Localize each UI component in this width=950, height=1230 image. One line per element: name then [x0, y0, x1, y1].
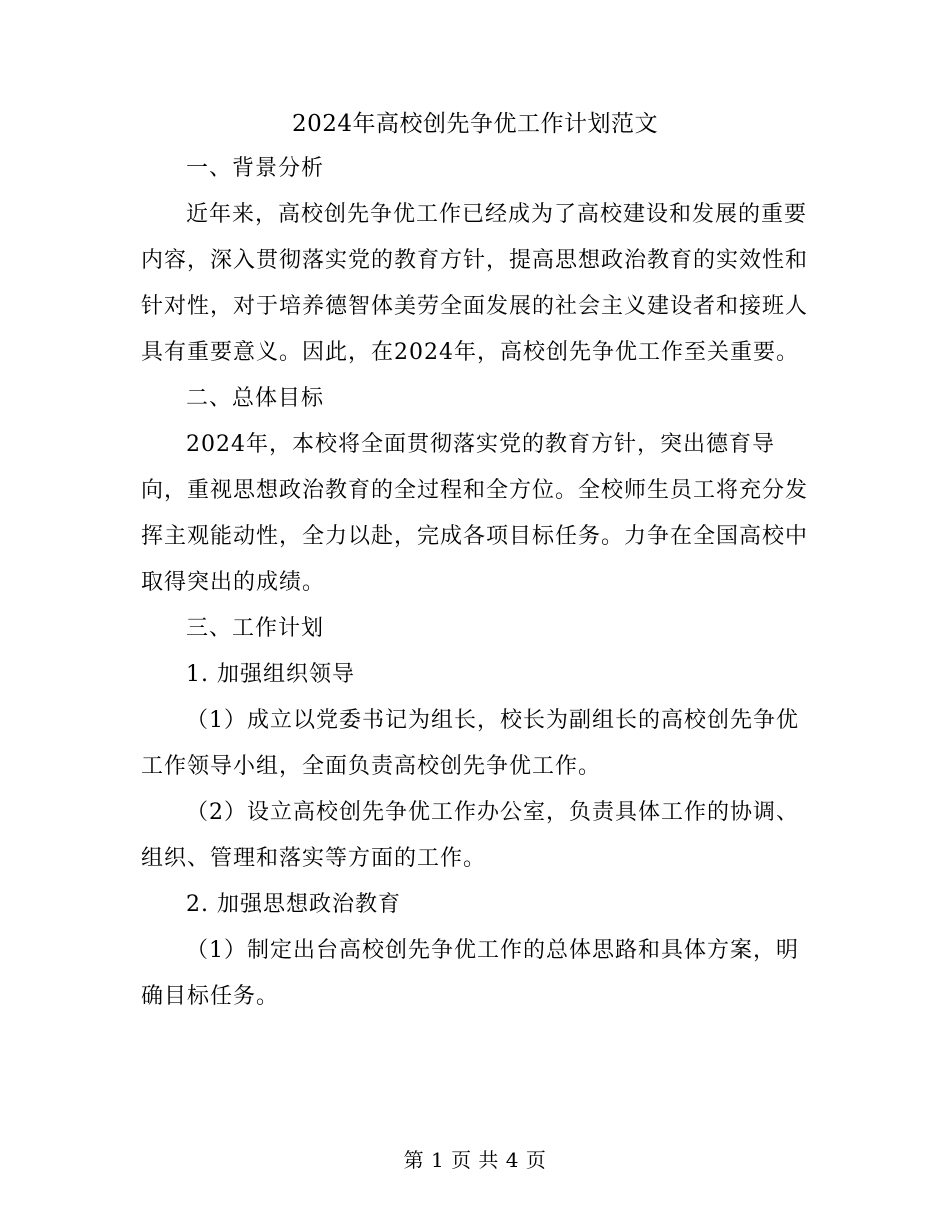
section-heading-background: 一、背景分析	[186, 156, 325, 181]
subheading-political-education: 2. 加强思想政治教育	[186, 892, 401, 917]
document-title: 2024年高校创先争优工作计划范文	[291, 111, 659, 137]
page-indicator: 第 1 页 共 4 页	[403, 1148, 547, 1172]
subheading-organization: 1. 加强组织领导	[186, 662, 355, 687]
document-body	[141, 146, 809, 1020]
paragraph-goals: 2024年，本校将全面贯彻落实党的教育方针，突出德育导向，重视思想政治教育的全过程和全方位。全校师生员工将充分发挥主观能动性，全力以赴，完成各项目标任务。力争在全国高校中取得突出的成绩。	[141, 432, 809, 595]
list-item-organization-1: （1）成立以党委书记为组长，校长为副组长的高校创先争优工作领导小组，全面负责高校创先争优工作。	[141, 708, 799, 779]
section-heading-goals: 二、总体目标	[186, 386, 325, 411]
section-heading-plan: 三、工作计划	[186, 616, 325, 641]
paragraph-background: 近年来，高校创先争优工作已经成为了高校建设和发展的重要内容，深入贯彻落实党的教育方针，提高思想政治教育的实效性和针对性，对于培养德智体美劳全面发展的社会主义建设者和接班人具有重要意义。因此，在2024年，高校创先争优工作至关重要。	[141, 202, 809, 365]
list-item-organization-2: （2）设立高校创先争优工作办公室，负责具体工作的协调、组织、管理和落实等方面的工作。	[141, 800, 799, 871]
list-item-political-education-1: （1）制定出台高校创先争优工作的总体思路和具体方案，明确目标任务。	[141, 938, 799, 1009]
